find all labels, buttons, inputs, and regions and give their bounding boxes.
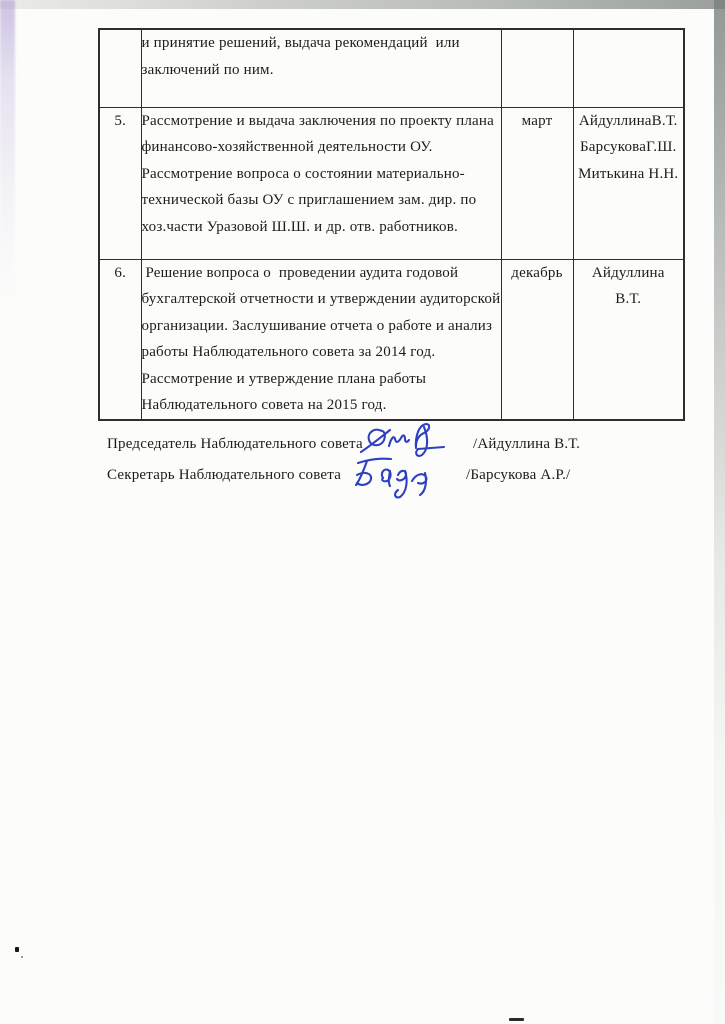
content-line: Решение вопроса о проведении аудита годовой (141, 264, 459, 281)
row-content-cell (141, 29, 501, 107)
content-line: технической базы ОУ с приглашением зам. дир. по (141, 192, 477, 208)
scan-speck (15, 947, 19, 952)
row-month-cell (501, 107, 573, 259)
content-line: работы Наблюдательного совета за 2014 год. (141, 344, 436, 360)
work-plan-table (98, 28, 685, 421)
content-line: хоз.части Уразовой Ш.Ш. и др. отв. работников. (141, 218, 458, 235)
month-label: декабрь (511, 264, 563, 281)
responsible-name: Митькина Н.Н. (578, 165, 679, 182)
table-row-5 (99, 107, 684, 259)
row-number: 5. (114, 112, 127, 129)
responsible-name: БарсуковаГ.Ш. (579, 139, 677, 155)
content-line: финансово-хозяйственной деятельности ОУ. (141, 139, 433, 155)
row-number: 6. (114, 264, 127, 281)
content-line: Наблюдательного совета на 2015 год. (141, 397, 387, 413)
responsible-name: Айдуллина (591, 264, 665, 281)
signature-role-chairman: Председатель Наблюдательного совета (107, 436, 363, 452)
content-line: организации. Заслушивание отчета о работе и анализ (141, 317, 493, 334)
handwritten-signature-secretary (350, 451, 448, 501)
row-number-cell (99, 107, 141, 259)
row-number-cell (99, 259, 141, 420)
content-line: Рассмотрение вопроса о состоянии материально- (141, 165, 465, 182)
row-month-cell (501, 259, 573, 420)
responsible-name: АйдуллинаВ.Т. (578, 112, 678, 129)
row-content-cell (141, 107, 501, 259)
content-line: и принятие решений, выдача рекомендаций или (141, 35, 460, 51)
row-month-cell (501, 29, 573, 107)
content-line: бухгалтерской отчетности и утверждении аудиторской (141, 291, 501, 307)
row-responsible-cell (573, 107, 684, 259)
content-line: заключений по ним. (141, 61, 274, 78)
signature-role-secretary: Секретарь Наблюдательного совета (107, 467, 342, 483)
row-content-cell (141, 259, 501, 420)
row-number-cell (99, 29, 141, 107)
row-responsible-cell (573, 259, 684, 420)
content-line: Рассмотрение и утверждение плана работы (141, 370, 427, 387)
responsible-name: В.Т. (615, 291, 642, 307)
row-responsible-cell (573, 29, 684, 107)
month-label: март (521, 112, 553, 129)
table-row-continuation (99, 29, 684, 107)
signature-name-chairman: /Айдуллина В.Т. (473, 436, 581, 452)
scanner-edge-right (714, 0, 725, 1024)
scanner-edge-top (0, 0, 725, 9)
scanner-smudge-top-left (0, 0, 15, 310)
content-line: Рассмотрение и выдача заключения по проекту плана (141, 112, 494, 129)
signature-name-secretary: /Барсукова А.Р./ (466, 467, 571, 483)
bottom-page-mark (509, 1018, 524, 1021)
scan-speck (21, 956, 23, 958)
table-row-6 (99, 259, 684, 420)
